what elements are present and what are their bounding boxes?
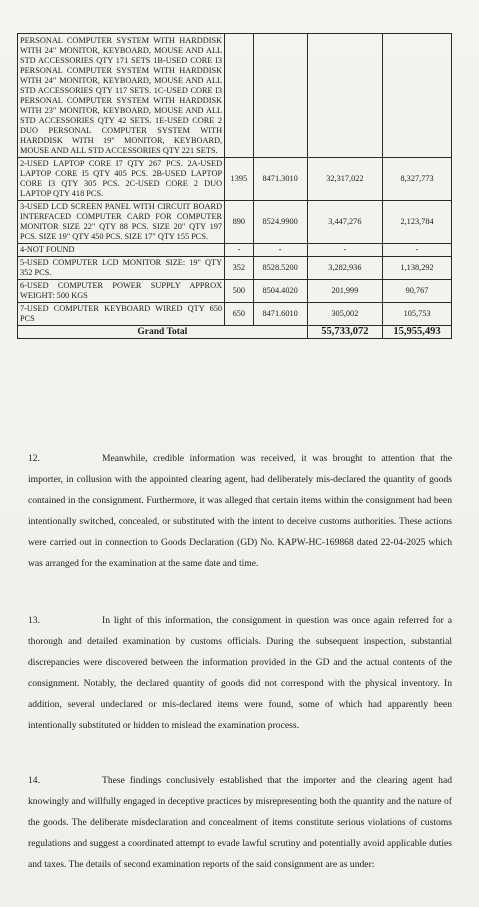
paragraph-number: 13. — [28, 615, 40, 626]
item-duty: 2,123,784 — [383, 201, 452, 244]
item-value: 201,999 — [307, 280, 382, 303]
item-quantity: - — [225, 244, 254, 257]
item-hs-code: - — [253, 244, 307, 257]
item-description: 3-USED LCD SCREEN PANEL WITH CIRCUIT BOARD INTERFACED COMPUTER CARD FOR COMPUTER MONITOR SIZE 22" QTY 88 PCS. SIZE 20" QTY 197 PCS. SIZE 19" QTY 450 PCS. SIZE 17" QTY 155 PCS. — [18, 201, 225, 244]
item-duty: - — [383, 244, 452, 257]
item-value: 3,447,276 — [307, 201, 382, 244]
item-duty: 105,753 — [383, 303, 452, 326]
item-value: 32,317,022 — [307, 158, 382, 201]
paragraph-12 — [28, 448, 452, 574]
item-value: 305,002 — [307, 303, 382, 326]
item-quantity: 890 — [225, 201, 254, 244]
item-description: 4-NOT FOUND — [18, 244, 225, 257]
table-row — [18, 244, 452, 257]
paragraph-text: These findings conclusively established that the importer and the clearing agent had knowingly and willfully engaged in deceptive practices by misrepresenting both the quantity and the nature of the goods. The deliberate misdeclaration and concealment of items constitute serious violations of customs regulations and suggest a coordinated attempt to evade lawful scrutiny and potentially avoid applicable duties and taxes. The details of second examination reports of the said consignment are as under: — [28, 775, 452, 870]
item-duty: 1,138,292 — [383, 257, 452, 280]
paragraph-text: Meanwhile, credible information was received, it was brought to attention that the importer, in collusion with the appointed clearing agent, had deliberately mis-declared the quantity of goods contained in the consignment. Furthermore, it was alleged that certain items within the consignment had been intentionally switched, concealed, or substituted with the intent to deceive customs authorities. These actions were carried out in connection to Goods Declaration (GD) No. KAPW-HC-169868 dated 22-04-2025 which was arranged for the examination at the same date and time. — [28, 453, 452, 569]
item-hs-code — [253, 34, 307, 158]
item-duty — [383, 34, 452, 158]
item-hs-code: 8471.3010 — [253, 158, 307, 201]
item-value: 3,282,936 — [307, 257, 382, 280]
item-value — [307, 34, 382, 158]
item-description: 5-USED COMPUTER LCD MONITOR SIZE: 19" QTY 352 PCS. — [18, 257, 225, 280]
item-quantity: 1395 — [225, 158, 254, 201]
paragraph-14 — [28, 770, 452, 875]
table-row — [18, 303, 452, 326]
item-description: PERSONAL COMPUTER SYSTEM WITH HARDDISK WITH 24" MONITOR, KEYBOARD, MOUSE AND ALL STD ACCESSORIES QTY 171 SETS 1B-USED CORE I3 PERSONAL COMPUTER SYSTEM WITH HARDDISK WITH 24" MONITOR, KEYBOARD, MOUSE AND ALL STD ACCESSORIES QTY 117 SETS. 1C-USED CORE I3 PERSONAL COMPUTER SYSTEM WITH HARDDISK WITH 23" MONITOR, KEYBOARD, MOUSE AND ALL STD ACCESSORIES QTY 42 SETS. 1E-USED CORE 2 DUO PERSONAL COMPUTER SYSTEM WITH HARDDISK WITH 19" MONITOR, KEYBOARD, MOUSE AND ALL STD ACCESSORIES QTY 221 SETS. — [18, 34, 225, 158]
table-row — [18, 257, 452, 280]
item-quantity: 650 — [225, 303, 254, 326]
grand-total-label: Grand Total — [18, 326, 308, 339]
item-hs-code: 8504.4020 — [253, 280, 307, 303]
item-quantity: 500 — [225, 280, 254, 303]
item-description: 6-USED COMPUTER POWER SUPPLY APPROX WEIGHT: 500 KGS — [18, 280, 225, 303]
grand-total-duty: 15,955,493 — [383, 326, 452, 339]
item-value: - — [307, 244, 382, 257]
grand-total-row — [18, 326, 452, 339]
table-row — [18, 280, 452, 303]
item-quantity: 352 — [225, 257, 254, 280]
item-description: 2-USED LAPTOP CORE I7 QTY 267 PCS. 2A-USED LAPTOP CORE I5 QTY 405 PCS. 2B-USED LAPTOP CORE I3 QTY 305 PCS. 2C-USED CORE 2 DUO LAPTOP QTY 418 PCS. — [18, 158, 225, 201]
table-row — [18, 201, 452, 244]
paragraph-number: 12. — [28, 453, 40, 464]
paragraph-text: In light of this information, the consignment in question was once again referred for a thorough and detailed examination by customs officials. During the subsequent inspection, substantial discrepancies were discovered between the information provided in the GD and the actual contents of the consignment. Notably, the declared quantity of goods did not correspond with the physical inventory. In addition, several undeclared or mis-declared items were found, some of which had apparently been intentionally substituted or hidden to mislead the examination process. — [28, 615, 452, 731]
grand-total-value: 55,733,072 — [307, 326, 382, 339]
item-duty: 8,327,773 — [383, 158, 452, 201]
goods-table — [17, 33, 452, 339]
item-duty: 90,767 — [383, 280, 452, 303]
item-description: 7-USED COMPUTER KEYBOARD WIRED QTY 650 PCS — [18, 303, 225, 326]
table-row — [18, 34, 452, 158]
item-hs-code: 8524.9900 — [253, 201, 307, 244]
paragraph-13 — [28, 610, 452, 736]
item-quantity — [225, 34, 254, 158]
table-row — [18, 158, 452, 201]
item-hs-code: 8471.6010 — [253, 303, 307, 326]
paragraph-number: 14. — [28, 775, 40, 786]
item-hs-code: 8528.5200 — [253, 257, 307, 280]
